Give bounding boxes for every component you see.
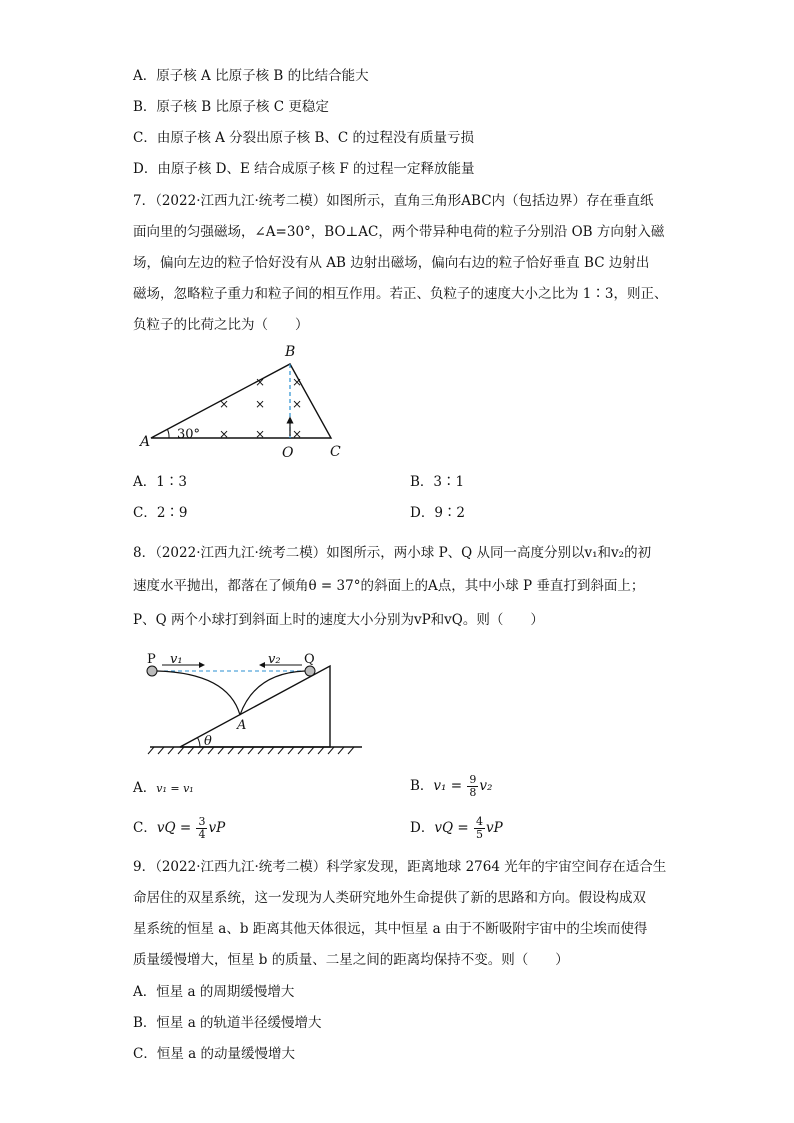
q7-option-b: B．3∶1 (410, 474, 465, 490)
label-b: B (285, 344, 296, 360)
q7-option-a: A．1∶3 (133, 474, 187, 490)
q9-option-b: B．恒星 a 的轨道半径缓慢增大 (133, 1015, 322, 1031)
fraction: $\frac{9}{8}$ (469, 773, 477, 799)
angle-label: 30° (177, 427, 201, 442)
label-q: Q (304, 652, 315, 667)
q6-option-c: C．由原子核 A 分裂出原子核 B、C 的过程没有质量亏损 (133, 130, 474, 146)
fraction: $\frac{3}{4}$ (198, 815, 206, 841)
angle-arc (168, 430, 170, 439)
q9-stem-line-4: 质量缓慢增大，恒星 b 的质量、二星之间的距离均保持不变。则（ ） (133, 952, 569, 968)
q6-option-a: A．原子核 A 比原子核 B 的比结合能大 (133, 68, 369, 84)
q8-option-d: D．vQ = $\frac{4}{5}$ vP (410, 815, 503, 841)
q7-stem-line-4: 磁场，忽略粒子重力和粒子间的相互作用。若正、负粒子的速度大小之比为 1∶3，则正、 (133, 286, 668, 302)
q7-stem-line-3: 场，偏向左边的粒子恰好没有从 AB 边射出磁场，偏向右边的粒子恰好垂直 BC 边射出 (133, 255, 650, 271)
q8-stem-line-2: 速度水平抛出，都落在了倾角θ = 37°的斜面上的A点，其中小球 P 垂直打到斜面上； (133, 578, 645, 594)
fraction: $\frac{4}{5}$ (475, 815, 483, 841)
label-v2: v₂ (268, 652, 281, 667)
q7-stem-line-1: 7．（2022·江西九江·统考二模）如图所示，直角三角形ABC内（包括边界）存在垂直纸 (133, 193, 654, 209)
label-theta: θ (204, 734, 212, 749)
q9-option-a: A．恒星 a 的周期缓慢增大 (133, 984, 295, 1000)
field-mark: × (255, 397, 266, 411)
q8-option-a: A．v₁ = v₁ (133, 780, 194, 796)
field-mark: × (292, 427, 303, 441)
label-p: P (147, 652, 156, 667)
label-a: A (140, 434, 151, 450)
q8-stem-line-3: P、Q 两个小球打到斜面上时的速度大小分别为vP和vQ。则（ ） (133, 612, 544, 628)
q7-stem-line-5: 负粒子的比荷之比为（ ） (133, 317, 309, 333)
q7-triangle-figure (138, 340, 353, 462)
theta-arc (198, 738, 200, 747)
label-o: O (282, 445, 294, 461)
ball-q (305, 666, 315, 676)
q9-stem-line-2: 命居住的双星系统，这一发现为人类研究地外生命提供了新的思路和方向。假设构成双 (133, 890, 646, 906)
q8-option-c: C．vQ = $\frac{3}{4}$ vP (133, 815, 226, 841)
q8-option-b: B．v₁ = $\frac{9}{8}$ v₂ (410, 773, 493, 799)
field-mark: × (219, 397, 230, 411)
label-a: A (237, 718, 247, 733)
field-mark: × (255, 427, 266, 441)
field-mark: × (219, 427, 230, 441)
trajectory-q (240, 671, 305, 715)
q9-option-c: C．恒星 a 的动量缓慢增大 (133, 1046, 295, 1062)
q8-stem-line-1: 8．（2022·江西九江·统考二模）如图所示，两小球 P、Q 从同一高度分别以v₁和v₂的初 (133, 545, 652, 561)
q9-stem-line-1: 9．（2022·江西九江·统考二模）科学家发现，距离地球 2764 光年的宇宙空间存在适合生 (133, 859, 667, 875)
ball-p (147, 666, 157, 676)
label-v1: v₁ (170, 652, 183, 667)
q6-option-d: D．由原子核 D、E 结合成原子核 F 的过程一定释放能量 (133, 161, 475, 177)
field-mark: × (292, 375, 303, 389)
q6-option-b: B．原子核 B 比原子核 C 更稳定 (133, 99, 329, 115)
field-mark: × (292, 397, 303, 411)
q7-option-d: D．9∶2 (410, 505, 466, 521)
q9-stem-line-3: 星系统的恒星 a、b 距离其他天体很远，其中恒星 a 由于不断吸附宇宙中的尘埃而使得 (133, 921, 648, 937)
label-c: C (330, 444, 341, 460)
q7-option-c: C．2∶9 (133, 505, 188, 521)
field-mark: × (255, 375, 266, 389)
q8-incline-figure (140, 643, 370, 768)
trajectory-p (157, 671, 240, 715)
q7-stem-line-2: 面向里的匀强磁场，∠A=30°，BO⊥AC，两个带异种电荷的粒子分别沿 OB 方向射入磁 (133, 224, 665, 240)
